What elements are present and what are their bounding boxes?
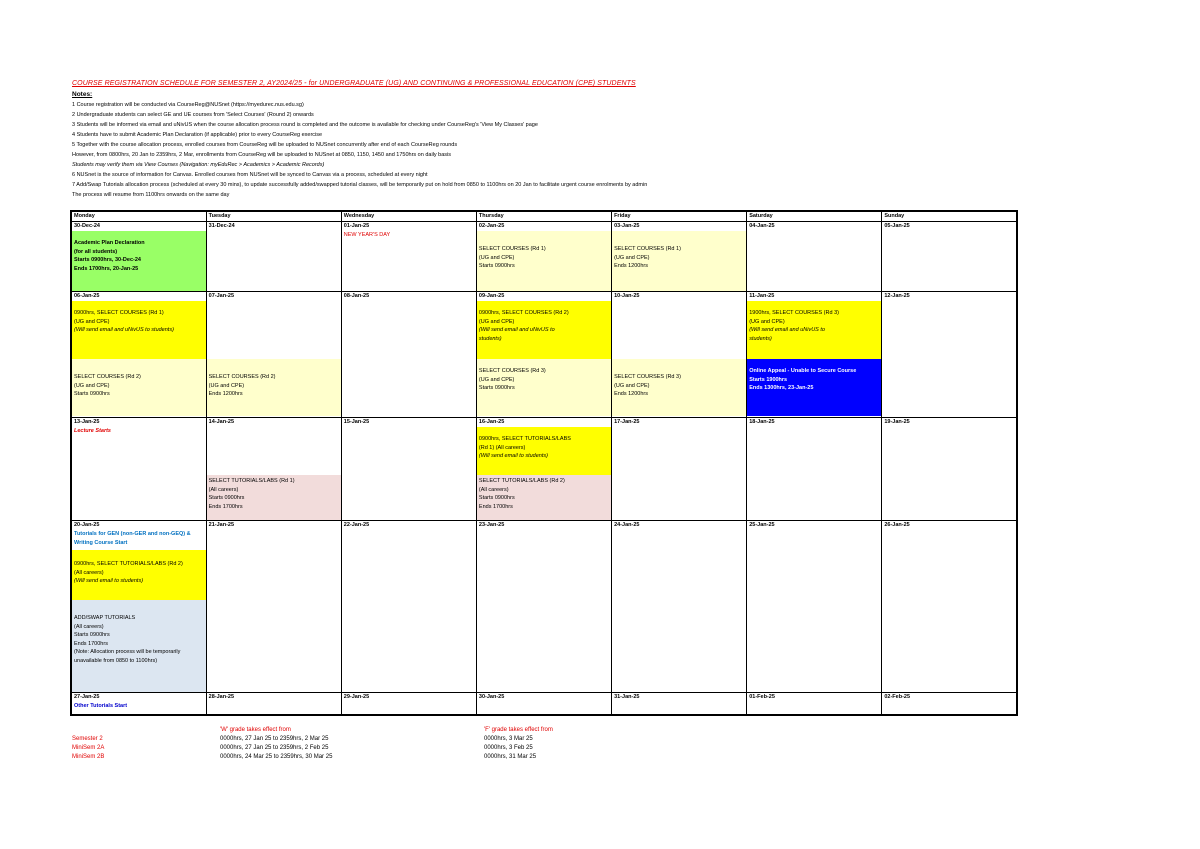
- event-line: (Will send email to students): [478, 453, 548, 459]
- day-cell: [882, 222, 1017, 292]
- day-header: Tuesday: [206, 211, 341, 222]
- date-label: 29-Jan-25: [343, 694, 370, 700]
- event-line: (UG and CPE): [614, 254, 650, 261]
- day-cell: [206, 222, 341, 292]
- week-row: [71, 693, 1017, 715]
- event-select-courses-r1-result: [72, 301, 206, 359]
- event-line: (for all students): [74, 248, 118, 255]
- event-line: (UG and CPE): [478, 318, 515, 325]
- date-label: 20-Jan-25: [74, 522, 100, 528]
- w-grade-value: 0000hrs, 24 Mar 25 to 2359hrs, 30 Mar 25: [220, 754, 333, 760]
- date-label: 02-Feb-25: [884, 694, 911, 700]
- day-cell: [882, 292, 1017, 418]
- event-line: Writing Course Start: [74, 539, 128, 546]
- event-select-courses-r2-end: [207, 359, 341, 416]
- day-cell: [882, 521, 1017, 693]
- day-cell: [71, 292, 206, 418]
- date-label: 24-Jan-25: [614, 522, 640, 528]
- day-header: Friday: [612, 211, 747, 222]
- day-header: Wednesday: [341, 211, 476, 222]
- date-label: 18-Jan-25: [749, 419, 775, 425]
- week-row: [71, 222, 1017, 292]
- day-cell: [71, 418, 206, 521]
- event-line: (UG and CPE): [478, 254, 515, 261]
- note-line: 2 Undergraduate students can select GE and UE courses from 'Select Courses' (Round 2) onwards: [72, 112, 314, 118]
- event-line: (Will send email and uNivUS to: [749, 327, 825, 333]
- event-line: (Note: Allocation process will be temporarily: [74, 649, 181, 655]
- event-select-courses-r3-end: [612, 359, 746, 416]
- grade-row: [72, 753, 672, 762]
- day-cell: [747, 521, 882, 693]
- day-cell: [476, 222, 611, 292]
- date-label: 06-Jan-25: [74, 293, 100, 299]
- event-line: SELECT COURSES (Rd 1): [614, 246, 681, 252]
- event-line: Ends 1700hrs: [208, 503, 243, 510]
- w-grade-header: 'W' grade takes effect from: [220, 727, 291, 733]
- event-line: Ends 1700hrs, 20-Jan-25: [74, 265, 139, 272]
- date-label: 02-Jan-25: [478, 223, 505, 229]
- event-online-appeal: [747, 359, 881, 416]
- note-line: 1 Course registration will be conducted via CourseReg@NUSnet (https://myedurec.nus.edu.sg): [72, 102, 304, 108]
- day-cell: [476, 292, 611, 418]
- event-select-tutorials-r2-result: [72, 550, 206, 600]
- date-label: 21-Jan-25: [208, 522, 235, 528]
- grade-row: [72, 744, 672, 753]
- w-grade-value: 0000hrs, 27 Jan 25 to 2359hrs, 2 Mar 25: [220, 736, 329, 742]
- event-line: students): [749, 335, 772, 342]
- event-line: (All careers): [478, 486, 509, 493]
- day-header: Sunday: [882, 211, 1017, 222]
- date-label: 17-Jan-25: [614, 419, 640, 425]
- tutorials-start-label: [72, 530, 206, 550]
- event-line: 0900hrs, SELECT COURSES (Rd 2): [478, 310, 569, 316]
- lecture-starts-label: Lecture Starts: [74, 428, 111, 434]
- event-line: (UG and CPE): [208, 382, 245, 389]
- note-line: The process will resume from 1100hrs onwards on the same day: [72, 192, 230, 198]
- event-select-tutorials-r2: [477, 475, 611, 520]
- f-grade-value: 0000hrs, 3 Mar 25: [484, 736, 533, 742]
- day-cell: [747, 292, 882, 418]
- date-label: 15-Jan-25: [343, 419, 370, 425]
- day-cell: [612, 693, 747, 715]
- event-line: Ends 1200hrs: [208, 391, 243, 397]
- note-line: 6 NUSnet is the source of information for Canvas. Enrolled courses from NUSnet will be synced to Canvas via a process, scheduled at every night: [72, 172, 428, 178]
- date-label: 03-Jan-25: [614, 223, 640, 229]
- event-line: Starts 0900hrs: [208, 495, 245, 501]
- schedule-title: COURSE REGISTRATION SCHEDULE FOR SEMESTER 2, AY2024/25 - for UNDERGRADUATE (UG) AND CONTINUING & PROFESSIONAL EDUCATION (CPE) STUDENTS: [72, 80, 636, 87]
- event-select-courses-r1-end: [612, 231, 746, 291]
- date-label: 12-Jan-25: [884, 293, 910, 299]
- grade-effective-section: [72, 726, 672, 762]
- event-select-courses-r3-result: [747, 301, 881, 359]
- note-line: 5 Together with the course allocation process, enrolled courses from CourseReg will be uploaded to NUSnet concurrently after end of each CourseReg rounds: [72, 142, 458, 148]
- event-line: SELECT TUTORIALS/LABS (Rd 2): [478, 478, 565, 484]
- day-cell: [341, 292, 476, 418]
- w-grade-value: 0000hrs, 27 Jan 25 to 2359hrs, 2 Feb 25: [220, 745, 329, 751]
- event-line: (Will send email to students): [74, 578, 144, 584]
- event-line: Starts 0900hrs: [478, 385, 515, 391]
- note-line: 3 Students will be informed via email and uNivUS when the course allocation process round is completed and the outcome is available for checking under CourseReg's 'View My Classes' page: [72, 122, 538, 128]
- event-line: Starts 0900hrs: [74, 391, 110, 397]
- date-label: 05-Jan-25: [884, 223, 910, 229]
- event-line: Ends 1200hrs: [614, 263, 649, 269]
- event-line: (Rd 1) (All careers): [478, 444, 526, 451]
- event-select-courses-r1: [477, 231, 611, 291]
- week-row: [71, 418, 1017, 521]
- day-cell: [612, 292, 747, 418]
- date-label: 25-Jan-25: [749, 522, 775, 528]
- event-line: (All careers): [74, 569, 104, 576]
- event-line: 0900hrs, SELECT COURSES (Rd 1): [74, 310, 164, 316]
- event-line: (Will send email and uNivUS to students): [74, 327, 174, 333]
- event-line: Ends 1300hrs, 23-Jan-25: [749, 385, 814, 391]
- term-label: MiniSem 2B: [72, 754, 105, 760]
- event-line: SELECT COURSES (Rd 1): [478, 246, 546, 252]
- event-line: Academic Plan Declaration: [74, 240, 145, 246]
- date-label: 11-Jan-25: [749, 293, 775, 299]
- day-cell: [612, 222, 747, 292]
- day-cell: [206, 521, 341, 693]
- day-cell: [747, 418, 882, 521]
- event-select-tutorials-r1: [207, 475, 341, 520]
- event-line: 0900hrs, SELECT TUTORIALS/LABS (Rd 2): [74, 561, 183, 567]
- f-grade-value: 0000hrs, 3 Feb 25: [484, 745, 533, 751]
- f-grade-header: 'F' grade takes effect from: [484, 727, 553, 733]
- event-line: (Will send email and uNivUS to: [478, 327, 555, 333]
- event-add-swap-tutorials: [72, 600, 206, 692]
- event-line: SELECT COURSES (Rd 2): [74, 374, 141, 380]
- day-cell: [71, 521, 206, 693]
- day-cell: [71, 222, 206, 292]
- notes-header: Notes:: [72, 91, 93, 98]
- event-line: Ends 1700hrs: [478, 503, 513, 510]
- day-cell: [206, 418, 341, 521]
- date-label: 08-Jan-25: [343, 293, 370, 299]
- week-row: [71, 521, 1017, 693]
- event-line: SELECT COURSES (Rd 2): [208, 374, 276, 380]
- date-label: 19-Jan-25: [884, 419, 910, 425]
- day-cell: [882, 418, 1017, 521]
- day-cell: [882, 693, 1017, 715]
- date-label: 09-Jan-25: [478, 293, 505, 299]
- event-line: (UG and CPE): [478, 376, 515, 383]
- note-line: Students may verify them via View Courses (Navigation: myEduRec > Academics > Academic Records): [72, 162, 325, 168]
- event-line: ADD/SWAP TUTORIALS: [74, 615, 136, 621]
- grade-row: [72, 735, 672, 744]
- event-line: Starts 0900hrs: [478, 263, 515, 269]
- other-tutorials-label: Other Tutorials Start: [74, 703, 128, 709]
- event-line: (UG and CPE): [74, 382, 110, 389]
- event-line: (UG and CPE): [614, 382, 650, 389]
- grade-header-row: [72, 726, 672, 735]
- calendar-table: [70, 210, 1018, 716]
- day-header-row: [71, 211, 1017, 222]
- event-line: Ends 1700hrs: [74, 640, 108, 647]
- day-cell: [476, 693, 611, 715]
- date-label: 14-Jan-25: [208, 419, 235, 425]
- event-academic-plan: [72, 231, 206, 291]
- day-cell: [71, 693, 206, 715]
- event-line: unavailable from 0850 to 1100hrs): [74, 657, 158, 664]
- note-line: However, from 0800hrs, 20 Jan to 2359hrs, 2 Mar, enrollments from CourseReg will be uploaded to NUSnet at 0850, 1150, 1450 and 1750hrs on daily basis: [72, 152, 452, 158]
- event-select-tutorials-r1-result: [477, 427, 611, 475]
- event-line: SELECT TUTORIALS/LABS (Rd 1): [208, 478, 295, 484]
- date-label: 26-Jan-25: [884, 522, 910, 528]
- event-line: Starts 0900hrs: [478, 495, 515, 501]
- day-header: Monday: [71, 211, 206, 222]
- day-cell: [206, 292, 341, 418]
- event-line: Tutorials for GEN (non-GER and non-GEQ) &: [74, 531, 191, 537]
- date-label: 13-Jan-25: [74, 419, 100, 425]
- event-line: Starts 0900hrs, 30-Dec-24: [74, 257, 141, 263]
- term-label: Semester 2: [72, 736, 103, 742]
- event-line: 0900hrs, SELECT TUTORIALS/LABS: [478, 436, 571, 442]
- date-label: 01-Jan-25: [343, 223, 370, 229]
- notes-section: [72, 90, 972, 200]
- holiday-label: NEW YEAR'S DAY: [343, 232, 391, 238]
- note-line: 4 Students have to submit Academic Plan Declaration (if applicable) prior to every CourseReg exercise: [72, 132, 323, 138]
- day-cell: [476, 521, 611, 693]
- date-label: 31-Dec-24: [208, 223, 235, 229]
- term-label: MiniSem 2A: [72, 745, 105, 751]
- event-line: (UG and CPE): [74, 318, 110, 325]
- note-line: 7 Add/Swap Tutorials allocation process (scheduled at every 30 mins), to update successfully added/swapped tutorial classes, will be temporarily put on hold from 0850 to 1100hrs on 20 Jan to facilitate urgent course enrolments by admin: [72, 182, 648, 188]
- date-label: 30-Jan-25: [478, 694, 505, 700]
- day-cell: [206, 693, 341, 715]
- day-cell: [341, 222, 476, 292]
- date-label: 22-Jan-25: [343, 522, 370, 528]
- week-row: [71, 292, 1017, 418]
- event-select-courses-r3: [477, 359, 611, 416]
- event-line: Online Appeal - Unable to Secure Course: [749, 368, 857, 374]
- day-cell: [476, 418, 611, 521]
- date-label: 10-Jan-25: [614, 293, 640, 299]
- day-cell: [747, 222, 882, 292]
- date-label: 16-Jan-25: [478, 419, 505, 425]
- date-label: 04-Jan-25: [749, 223, 775, 229]
- date-label: 01-Feb-25: [749, 694, 775, 700]
- day-cell: [612, 418, 747, 521]
- event-line: Starts 1900hrs: [749, 376, 788, 383]
- date-label: 07-Jan-25: [208, 293, 235, 299]
- day-cell: [612, 521, 747, 693]
- day-cell: [341, 693, 476, 715]
- event-line: students): [478, 335, 502, 342]
- event-line: (All careers): [74, 623, 104, 630]
- date-label: 23-Jan-25: [478, 522, 505, 528]
- event-line: (All careers): [208, 486, 239, 493]
- day-header: Saturday: [747, 211, 882, 222]
- event-line: Starts 0900hrs: [74, 632, 110, 638]
- event-line: 1900hrs, SELECT COURSES (Rd 3): [749, 310, 839, 316]
- day-cell: [341, 521, 476, 693]
- event-line: SELECT COURSES (Rd 3): [478, 368, 546, 374]
- date-label: 28-Jan-25: [208, 694, 235, 700]
- date-label: 27-Jan-25: [74, 694, 100, 700]
- event-select-courses-r2-result: [477, 301, 611, 359]
- day-header: Thursday: [476, 211, 611, 222]
- event-line: (UG and CPE): [749, 318, 785, 325]
- event-select-courses-r2: [72, 359, 206, 416]
- day-cell: [341, 418, 476, 521]
- f-grade-value: 0000hrs, 31 Mar 25: [484, 754, 537, 760]
- date-label: 30-Dec-24: [74, 223, 100, 229]
- event-line: Ends 1200hrs: [614, 391, 649, 397]
- event-line: SELECT COURSES (Rd 3): [614, 374, 681, 380]
- day-cell: [747, 693, 882, 715]
- date-label: 31-Jan-25: [614, 694, 640, 700]
